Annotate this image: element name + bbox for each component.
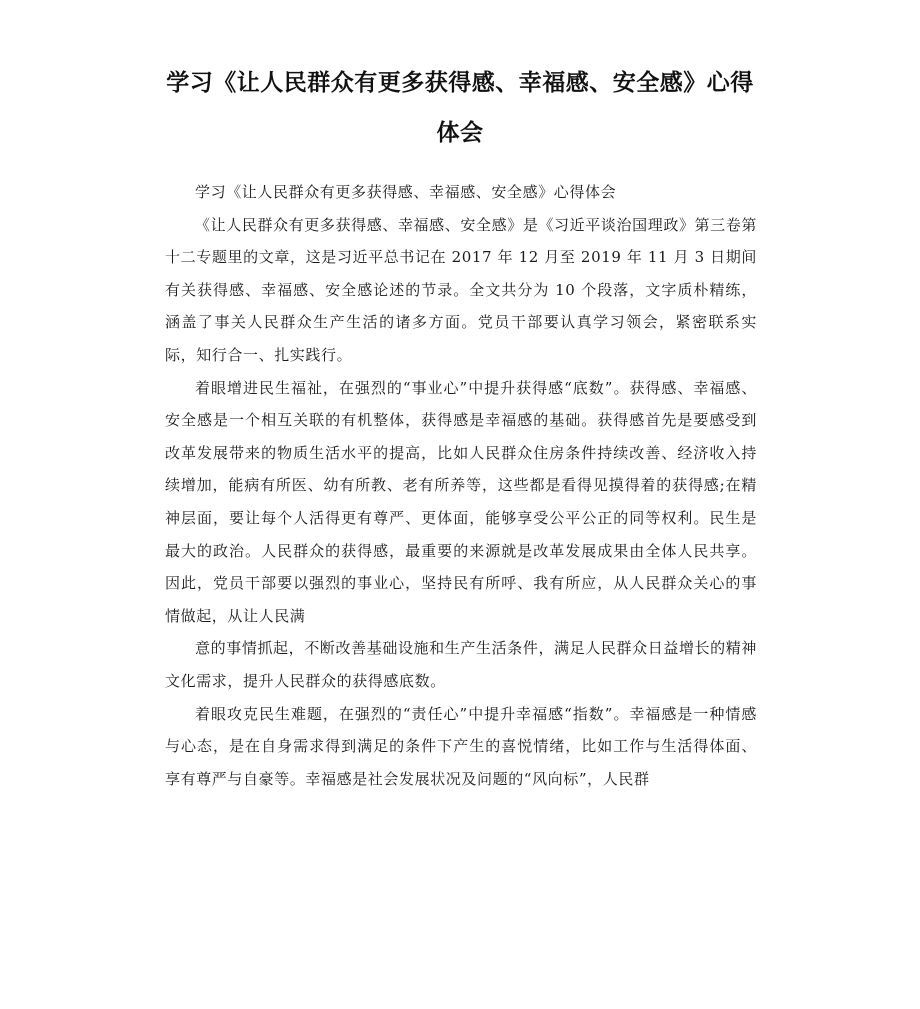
paragraph-happiness: 着眼攻克民生难题，在强烈的“责任心”中提升幸福感“指数”。幸福感是一种情感与心态，是在自身需求得到满足的条件下产生的喜悦情绪，比如工作与生活得体面、享有尊严与自豪等。幸福感是社会发展状况及问题的“风向标”，人民群 <box>165 704 757 788</box>
paragraph-subtitle: 学习《让人民群众有更多获得感、幸福感、安全感》心得体会 <box>195 183 617 201</box>
document-title: 学习《让人民群众有更多获得感、幸福感、安全感》心得体会 <box>166 70 754 146</box>
document-body <box>165 176 757 795</box>
paragraph-gain-continued: 意的事情抓起，不断改善基础设施和生产生活条件，满足人民群众日益增长的精神文化需求，提升人民群众的获得感底数。 <box>165 639 757 690</box>
paragraph-intro: 《让人民群众有更多获得感、幸福感、安全感》是《习近平谈治国理政》第三卷第十二专题里的文章，这是习近平总书记在 2017 年 12 月至 2019 年 11 月 3 日期间有关获得感、幸福感、安全感论述的节录。全文共分为 10 个段落，文字质朴精练，涵盖了事关人民群众生产生活的诸多方面。党员干部要认真学习领会，紧密联系实际，知行合一、扎实践行。 <box>165 215 757 364</box>
paragraph-gain: 着眼增进民生福祉，在强烈的“事业心”中提升获得感“底数”。获得感、幸福感、安全感是一个相互关联的有机整体，获得感是幸福感的基础。获得感首先是要感受到改革发展带来的物质生活水平的提高，比如人民群众住房条件持续改善、经济收入持续增加，能病有所医、幼有所教、老有所养等，这些都是看得见摸得着的获得感;在精神层面，要让每个人活得更有尊严、更体面，能够享受公平公正的同等权利。民生是最大的政治。人民群众的获得感，最重要的来源就是改革发展成果由全体人民共享。因此，党员干部要以强烈的事业心，坚持民有所呼、我有所应，从人民群众关心的事情做起，从让人民满 <box>165 378 757 625</box>
